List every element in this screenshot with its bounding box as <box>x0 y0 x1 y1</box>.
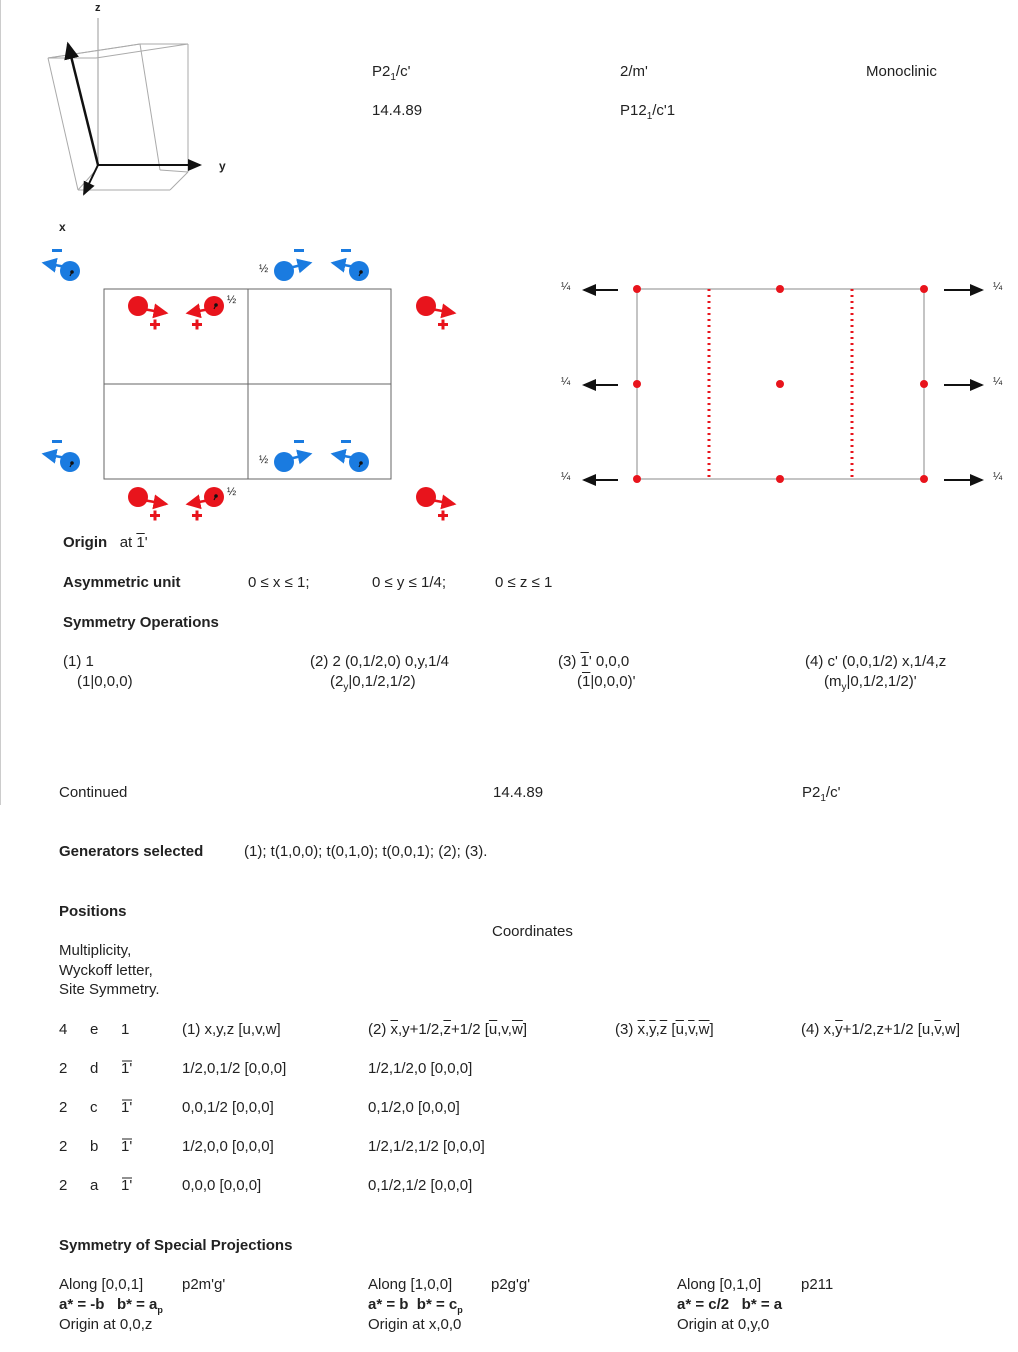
symmetry-elements-diagram <box>584 285 982 483</box>
axis-z-label: z <box>95 2 101 14</box>
position-coord-2: 0,1/2,0 [0,0,0] <box>368 1099 460 1116</box>
overline-marks <box>122 1061 132 1178</box>
sym-op-4-line1: (4) c' (0,0,1/2) x,1/4,z <box>805 653 947 670</box>
sym-op-4-line2: $(m_y|0,1/2,1/2)'$ <box>824 673 917 693</box>
sym-op-3-line2: (1|0,0,0)' <box>577 673 636 690</box>
position-mult: 4 <box>59 1021 68 1038</box>
header-crystal-system: Monoclinic <box>866 63 937 80</box>
projection-group: p2g'g' <box>491 1276 531 1293</box>
generators-value: (1); t(1,0,0); t(0,1,0); t(0,0,1); (2); (3). <box>244 843 488 860</box>
wyckoff-label: Wyckoff letter, <box>59 962 153 979</box>
position-letter: d <box>90 1060 99 1077</box>
asym-unit-z: 0 ≤ z ≤ 1 <box>495 574 553 591</box>
position-mult: 2 <box>59 1138 68 1155</box>
unit-cell-sketch <box>48 18 200 194</box>
projection-group: p211 <box>801 1276 834 1293</box>
position-site: 1' <box>121 1138 133 1155</box>
position-coord-2: 1/2,1/2,0 [0,0,0] <box>368 1060 473 1077</box>
position-coord-1: 0,0,0 [0,0,0] <box>182 1177 262 1194</box>
position-letter: a <box>90 1177 99 1194</box>
position-coord-2: 1/2,1/2,1/2 [0,0,0] <box>368 1138 485 1155</box>
position-site: 1' <box>121 1099 133 1116</box>
position-coord-3: (3) $\overline{x},\overline{y},\overline{z}$ $[\overline{u},\overline{v},\overline{w}]$ <box>615 1021 714 1038</box>
position-coord-4: (4) $x,\overline{y}+1/2,z+1/2$ $[u,\overline{v},w]$ <box>801 1021 960 1038</box>
site-symmetry-label: Site Symmetry. <box>59 981 160 998</box>
header-number: 14.4.89 <box>372 102 423 119</box>
sym-op-2-line2: $(2_y|0,1/2,1/2)$ <box>330 673 416 693</box>
half-label: ½ <box>259 454 269 466</box>
sym-op-1-line1: (1) 1 <box>63 653 94 670</box>
origin-line: Origin at 1' <box>63 534 148 551</box>
header-point-group: 2/m' <box>620 63 648 80</box>
projection-axes: a* = b $b* = c_p$ <box>368 1296 463 1315</box>
position-letter: b <box>90 1138 99 1155</box>
positions-label: Positions <box>59 903 127 920</box>
sym-op-2-line1: (2) 2 (0,1/2,0) 0,y,1/4 <box>310 653 449 670</box>
position-mult: 2 <box>59 1177 68 1194</box>
position-coord-1: 1/2,0,1/2 [0,0,0] <box>182 1060 287 1077</box>
projection-origin: Origin at 0,y,0 <box>677 1316 770 1333</box>
position-coord-2: 0,1/2,1/2 [0,0,0] <box>368 1177 473 1194</box>
quarter-label: ¼ <box>993 281 1003 293</box>
generators-label: Generators selected <box>59 843 204 860</box>
projection-axes: a* = c/2 b* = a <box>677 1296 783 1313</box>
projection-along: Along [0,0,1] <box>59 1276 144 1293</box>
projection-origin: Origin at 0,0,z <box>59 1316 153 1333</box>
symmetry-ops-label: Symmetry Operations <box>63 614 219 631</box>
half-label: ½ <box>259 263 269 275</box>
quarter-label: ¼ <box>561 471 571 483</box>
multiplicity-label: Multiplicity, <box>59 942 132 959</box>
quarter-label: ¼ <box>561 281 571 293</box>
axis-y-label: y <box>219 159 226 173</box>
sym-op-3-line1: (3) 1' 0,0,0 <box>558 653 630 670</box>
position-coord-2: (2) $\overline{x},y+1/2,\overline{z}+1/2$ $[\overline{u},v,\overline{w}]$ <box>368 1021 527 1038</box>
header-full-symbol: $P12_1/c'1$ <box>620 102 676 122</box>
projection-along: Along [0,1,0] <box>677 1276 762 1293</box>
position-mult: 2 <box>59 1060 68 1077</box>
position-coord-1: 1/2,0,0 [0,0,0] <box>182 1138 274 1155</box>
continued-symbol: $P2_1/c'$ <box>802 784 841 804</box>
position-site: 1' <box>121 1177 133 1194</box>
axis-x-label: x <box>59 220 66 234</box>
red-positions <box>128 296 454 521</box>
position-site: 1 <box>121 1021 130 1038</box>
half-label: ½ <box>227 486 237 498</box>
blue-positions <box>44 249 369 472</box>
sym-op-1-line2: (1|0,0,0) <box>77 673 133 690</box>
quarter-label: ¼ <box>561 376 571 388</box>
asym-unit-x: 0 ≤ x ≤ 1; <box>248 574 310 591</box>
position-letter: c <box>90 1099 98 1116</box>
projections-label: Symmetry of Special Projections <box>59 1237 293 1254</box>
position-mult: 2 <box>59 1099 68 1116</box>
projection-along: Along [1,0,0] <box>368 1276 453 1293</box>
position-site: 1' <box>121 1060 133 1077</box>
coordinates-label: Coordinates <box>492 923 573 940</box>
continued-number: 14.4.89 <box>493 784 544 801</box>
asym-unit-y: 0 ≤ y ≤ 1/4; <box>372 574 446 591</box>
position-letter: e <box>90 1021 99 1038</box>
position-coord-1: 0,0,1/2 [0,0,0] <box>182 1099 274 1116</box>
half-label: ½ <box>227 294 237 306</box>
header-symbol: $P2_1/c'$ <box>372 63 411 83</box>
continued-label: Continued <box>59 784 128 801</box>
quarter-label: ¼ <box>993 471 1003 483</box>
projection-group: p2m'g' <box>182 1276 226 1293</box>
position-coord-1: (1) x,y,z [u,v,w] <box>182 1021 281 1038</box>
projection-axes: a* = -b $b* = a_p$ <box>59 1296 163 1315</box>
general-positions-diagram <box>104 289 391 479</box>
projection-origin: Origin at x,0,0 <box>368 1316 462 1333</box>
quarter-label: ¼ <box>993 376 1003 388</box>
asym-unit-label: Asymmetric unit <box>63 574 181 591</box>
